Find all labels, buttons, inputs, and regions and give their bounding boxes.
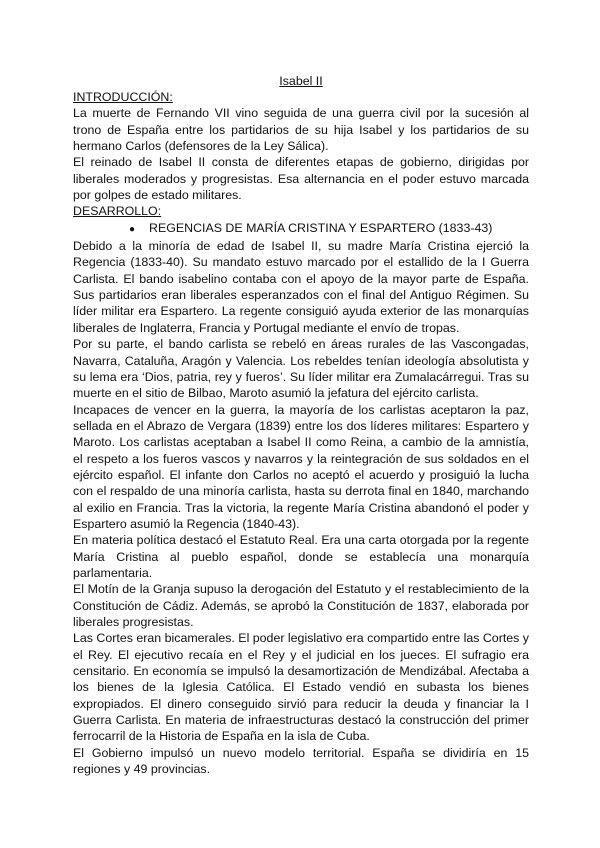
body-paragraph: Incapaces de vencer en la guerra, la mayoría de los carlistas aceptaron la paz, sellada en el Abrazo de Vergara (1839) entre los dos líderes militares: Espartero y Maroto. Los carlistas aceptaban a Isabel II como Reina, a cambio de la amnistía, el respeto a los fueros vascos y navarros y la reintegración de sus soldados en el ejército español. El infante don Carlos no aceptó el acuerdo y prosiguió la lucha con el respaldo de una minoría carlista, hasta su derrota final en 1840, marchando al exilio en Francia. Tras la victoria, la regente María Cristina abandonó el poder y Espartero asumió la Regencia (1840-43). [73,402,529,531]
section-heading-desarrollo: DESARROLLO: [73,204,162,219]
bullet-marker: ● [129,223,136,235]
body-paragraph: Por su parte, el bando carlista se rebeló en áreas rurales de las Vascongadas, Navarra, Cataluña, Aragón y Valencia. Los rebeldes tenían ideología absolutista y su lema era ‘Dios, patria, rey y fueros’. Su líder militar era Zumalacárregui. Tras su muerte en el sitio de Bilbao, Maroto asumió la jefatura del ejército carlista. [73,337,529,401]
body-paragraph: El Gobierno impulsó un nuevo modelo territorial. España se dividiría en 15 regiones y 49 provincias. [73,745,529,777]
body-paragraph: Las Cortes eran bicamerales. El poder legislativo era compartido entre las Cortes y el Rey. El ejecutivo recaía en el Rey y el judicial en los jueces. El sufragio era censitario. En economía se impulsó la desamortización de Mendizábal. Afectaba a los bienes de la Iglesia Católica. El Estado vendió en subasta los bienes expropiados. El dinero conseguido sirvió para reducir la deuda y financiar la I Guerra Carlista. En materia de infraestructuras destacó la construcción del primer ferrocarril de la Historia de España en la isla de Cuba. [73,631,529,744]
body-paragraph: Debido a la minoría de edad de Isabel II, su madre María Cristina ejerció la Regencia (1833-40). Su mandato estuvo marcado por el estallido de la I Guerra Carlista. El bando isabelino contaba con el apoyo de la mayor parte de España. Sus partidarios eran liberales esperanzados con el final del Antiguo Régimen. Su líder militar era Espartero. La regente consiguió ayuda exterior de las monarquías liberales de Inglaterra, Francia y Portugal mediante el envío de tropas. [73,239,529,335]
body-paragraph: El Motín de la Granja supuso la derogación del Estatuto y el restablecimiento de la Constitución de Cádiz. Además, se aprobó la Constitución de 1837, elaborada por liberales progresistas. [73,582,529,629]
bullet-item [73,220,529,238]
body-paragraph: En materia política destacó el Estatuto Real. Era una carta otorgada por la regente María Cristina al pueblo español, donde se establecía una monarquía parlamentaria. [73,533,529,580]
section-heading-introduccion: INTRODUCCIÓN: [73,90,173,104]
intro-paragraph: La muerte de Fernando VII vino seguida de una guerra civil por la sucesión al trono de España entre los partidarios de su hija Isabel y los partidarios de su hermano Carlos (defensores de la Ley Sálica). [73,106,529,154]
document-content [73,73,529,777]
bullet-label: REGENCIAS DE MARÍA CRISTINA Y ESPARTERO (1833-43) [149,220,493,235]
intro-paragraph: El reinado de Isabel II consta de diferentes etapas de gobierno, dirigidas por liberales moderados y progresistas. Esa alternancia en el poder estuvo marcada por golpes de estado militares. [73,155,529,203]
page-title: Isabel II [279,74,323,88]
